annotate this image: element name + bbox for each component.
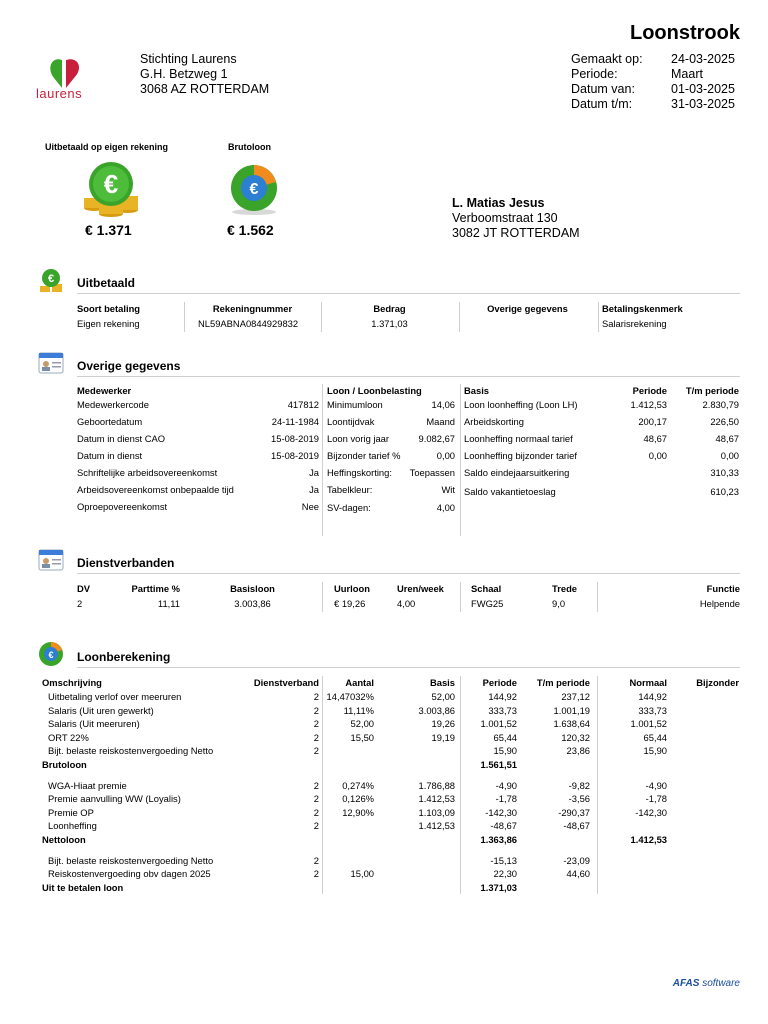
table-cell: € 19,26 bbox=[334, 598, 366, 609]
field-label: Datum in dienst bbox=[77, 450, 143, 461]
table-cell: 19,19 bbox=[431, 731, 455, 743]
id-card-icon bbox=[38, 350, 64, 376]
coins-icon bbox=[38, 268, 64, 294]
row-label: Uit te betalen loon bbox=[42, 881, 124, 893]
account-number: NL59ABNA0844929832 bbox=[198, 318, 299, 329]
field-value: 226,50 bbox=[710, 416, 739, 427]
col-header: Trede bbox=[552, 583, 578, 594]
field-value: Maand bbox=[426, 416, 455, 427]
table-cell: 3.003,86 bbox=[418, 704, 455, 716]
field-value: 48,67 bbox=[715, 433, 739, 444]
table-cell: 144,92 bbox=[488, 691, 517, 702]
company-address bbox=[140, 52, 269, 97]
col-header: Periode bbox=[482, 677, 517, 688]
euro-coins-icon bbox=[80, 160, 142, 218]
col-header: Functie bbox=[706, 583, 740, 594]
row-label: Reiskostenvergoeding obv dagen 2025 bbox=[48, 868, 211, 880]
field-value: 417812 bbox=[287, 399, 319, 410]
table-cell: 44,60 bbox=[566, 868, 590, 880]
table-cell: 144,92 bbox=[638, 691, 667, 702]
field-value: 15-08-2019 bbox=[271, 433, 319, 444]
field-label: Loonheffing bijzonder tarief bbox=[464, 450, 577, 461]
table-cell: 2 bbox=[313, 718, 319, 730]
section-title-uitbetaald: Uitbetaald bbox=[77, 276, 136, 290]
table-cell: 2 bbox=[313, 691, 319, 702]
table-cell: 14,47032% bbox=[326, 691, 374, 702]
table-cell: 333,73 bbox=[488, 704, 517, 716]
table-cell: 1.412,53 bbox=[418, 820, 455, 832]
employee-street: Verboomstraat 130 bbox=[452, 211, 558, 225]
table-cell: 11,11 bbox=[157, 598, 180, 609]
field-label: Schriftelijke arbeidsovereenkomst bbox=[77, 467, 218, 478]
table-cell: -142,30 bbox=[485, 806, 517, 818]
col-header: Schaal bbox=[471, 583, 502, 594]
col-header: Overige gegevens bbox=[487, 303, 568, 314]
col-header: Betalingskenmerk bbox=[602, 303, 683, 314]
section-title-overige: Overige gegevens bbox=[77, 359, 181, 373]
col-header: Soort betaling bbox=[77, 303, 141, 314]
euro-pie-icon bbox=[226, 164, 282, 216]
field-value: 0,00 bbox=[648, 450, 667, 461]
field-value: Nee bbox=[301, 501, 319, 512]
column-divider bbox=[184, 302, 185, 332]
table-cell: 12,90% bbox=[342, 806, 374, 818]
table-cell: 1.638,64 bbox=[553, 718, 590, 730]
table-cell: -15,13 bbox=[490, 854, 517, 866]
col-header: Basisloon bbox=[230, 583, 275, 594]
field-label: Heffingskorting: bbox=[327, 467, 392, 478]
table-cell: -4,90 bbox=[495, 779, 517, 791]
table-cell: 1.371,03 bbox=[480, 881, 517, 893]
table-cell: 1.001,52 bbox=[630, 718, 667, 730]
table-cell: 15,50 bbox=[350, 731, 374, 743]
field-label: SV-dagen: bbox=[327, 502, 371, 513]
table-cell: 22,30 bbox=[493, 868, 517, 880]
row-label: Uitbetaling verlof over meeruren bbox=[48, 691, 182, 702]
table-cell: -4,90 bbox=[645, 779, 667, 791]
euro-pie-icon bbox=[38, 641, 64, 667]
row-label: Loonheffing bbox=[48, 820, 97, 832]
table-cell: -9,82 bbox=[568, 779, 590, 791]
section-divider bbox=[77, 376, 740, 377]
column-divider bbox=[598, 302, 599, 332]
row-label: Salaris (Uit uren gewerkt) bbox=[48, 704, 154, 716]
table-cell: 65,44 bbox=[493, 731, 517, 743]
col-header: T/m periode bbox=[536, 677, 590, 688]
table-cell: 15,00 bbox=[350, 868, 374, 880]
table-cell: -1,78 bbox=[645, 793, 667, 805]
section-divider bbox=[77, 667, 740, 668]
company-street: G.H. Betzweg 1 bbox=[140, 67, 228, 81]
afas-software-logo: AFAS software bbox=[672, 978, 740, 989]
field-value: 200,17 bbox=[638, 416, 667, 427]
table-cell: 2 bbox=[313, 779, 319, 791]
section-divider bbox=[77, 573, 740, 574]
row-label: Premie aanvulling WW (Loyalis) bbox=[48, 793, 181, 805]
table-cell: 237,12 bbox=[561, 691, 590, 702]
table-cell: 2 bbox=[313, 820, 319, 832]
svg-text:€: € bbox=[48, 650, 54, 660]
field-value: 310,33 bbox=[710, 467, 739, 478]
table-cell: 52,00 bbox=[431, 691, 455, 702]
row-label: Bijt. belaste reiskostenvergoeding Netto bbox=[48, 745, 214, 757]
field-value: Ja bbox=[309, 467, 319, 478]
employee-name: L. Matias Jesus bbox=[452, 196, 545, 210]
table-cell: 0,126% bbox=[342, 793, 374, 805]
employee-address bbox=[452, 196, 580, 241]
table-cell: Helpende bbox=[699, 598, 740, 609]
field-label: Saldo vakantietoeslag bbox=[464, 486, 556, 497]
field-label: Loontijdvak bbox=[327, 416, 375, 427]
page-title: Loonstrook bbox=[630, 22, 740, 44]
field-value: 48,67 bbox=[643, 433, 667, 444]
section-title-dienstverbanden: Dienstverbanden bbox=[77, 556, 175, 570]
table-cell: 2 bbox=[77, 598, 83, 609]
table-cell: 19,26 bbox=[431, 718, 455, 730]
kpi-value-brutoloon: € 1.562 bbox=[227, 222, 274, 238]
field-value: 4,00 bbox=[436, 502, 455, 513]
table-cell: 1.001,19 bbox=[553, 704, 590, 716]
table-cell: 1.363,86 bbox=[480, 834, 517, 845]
row-label: ORT 22% bbox=[48, 731, 89, 743]
svg-text:€: € bbox=[249, 181, 259, 198]
row-label: Bijt. belaste reiskostenvergoeding Netto bbox=[48, 854, 214, 866]
col-header: Omschrijving bbox=[42, 677, 102, 688]
field-label: Oproepovereenkomst bbox=[77, 501, 168, 512]
table-cell: 2 bbox=[313, 793, 319, 805]
column-divider bbox=[597, 582, 598, 612]
field-value: 24-11-1984 bbox=[271, 416, 319, 427]
col-header: Bijzonder bbox=[696, 677, 739, 688]
table-cell: 2 bbox=[313, 731, 319, 743]
field-value: 1.412,53 bbox=[630, 399, 667, 410]
table-cell: 11,11% bbox=[343, 704, 374, 716]
table-cell: -48,67 bbox=[563, 820, 590, 832]
company-city: 3068 AZ ROTTERDAM bbox=[140, 82, 270, 96]
logo-text: laurens bbox=[36, 86, 83, 101]
section-divider bbox=[77, 293, 740, 294]
table-cell: 1.412,53 bbox=[418, 793, 455, 805]
section-title-loonberekening: Loonberekening bbox=[77, 650, 171, 664]
column-divider bbox=[322, 384, 323, 536]
table-cell: 15,90 bbox=[643, 745, 667, 757]
col-header: Aantal bbox=[345, 677, 374, 688]
col-header: Bedrag bbox=[373, 303, 406, 314]
table-cell: 3.003,86 bbox=[234, 598, 271, 609]
table-cell: 0,274% bbox=[342, 779, 374, 791]
table-cell: 15,90 bbox=[493, 745, 517, 757]
col-header: DV bbox=[77, 583, 91, 594]
col-header: Dienstverband bbox=[253, 677, 319, 688]
col-header: T/m periode bbox=[685, 385, 739, 396]
meta-row: Datum t/m: 31-03-2025 bbox=[571, 97, 735, 111]
col-header: Parttime % bbox=[131, 583, 180, 594]
col-header: Medewerker bbox=[77, 385, 132, 396]
kpi-label-uitbetaald: Uitbetaald op eigen rekening bbox=[45, 142, 169, 152]
table-cell: FWG25 bbox=[471, 598, 504, 609]
field-label: Geboortedatum bbox=[77, 416, 143, 427]
id-card-icon bbox=[38, 547, 64, 573]
field-label: Loon vorig jaar bbox=[327, 433, 390, 444]
table-cell: -1,78 bbox=[495, 793, 517, 805]
table-cell: 120,32 bbox=[561, 731, 590, 743]
table-cell: -3,56 bbox=[568, 793, 590, 805]
table-cell: -23,09 bbox=[563, 854, 590, 866]
column-divider bbox=[460, 582, 461, 612]
column-divider bbox=[460, 384, 461, 536]
table-cell: 1.103,09 bbox=[418, 806, 455, 818]
field-value: 0,00 bbox=[720, 450, 739, 461]
row-label: Brutoloon bbox=[42, 759, 87, 770]
field-label: Datum in dienst CAO bbox=[77, 433, 166, 444]
meta-row: Gemaakt op: 24-03-2025 bbox=[571, 52, 735, 66]
svg-text:€: € bbox=[47, 273, 55, 285]
kpi-label-brutoloon: Brutoloon bbox=[228, 142, 271, 152]
field-label: Minimumloon bbox=[327, 399, 383, 410]
field-value: 610,23 bbox=[710, 486, 739, 497]
table-cell: 52,00 bbox=[350, 718, 374, 730]
table-cell: -48,67 bbox=[490, 820, 517, 832]
field-value: 15-08-2019 bbox=[271, 450, 319, 461]
field-label: Bijzonder tarief % bbox=[327, 450, 401, 461]
table-cell: 333,73 bbox=[638, 704, 667, 716]
table-cell: 4,00 bbox=[397, 598, 416, 609]
table-cell: 2 bbox=[313, 704, 319, 716]
field-label: Medewerkercode bbox=[77, 399, 149, 410]
table-cell: -142,30 bbox=[635, 806, 667, 818]
row-label: Premie OP bbox=[48, 806, 94, 818]
payment-reference: Salarisrekening bbox=[602, 318, 667, 329]
table-cell: -290,37 bbox=[558, 806, 590, 818]
field-label: Saldo eindejaarsuitkering bbox=[464, 467, 570, 478]
col-header: Periode bbox=[632, 385, 667, 396]
column-divider bbox=[322, 582, 323, 612]
table-cell: 1.561,51 bbox=[480, 759, 517, 770]
kpi-value-uitbetaald: € 1.371 bbox=[85, 222, 132, 238]
company-name: Stichting Laurens bbox=[140, 52, 237, 66]
row-label: Salaris (Uit meeruren) bbox=[48, 718, 140, 730]
table-cell: 2 bbox=[313, 868, 319, 880]
payment-type: Eigen rekening bbox=[77, 318, 140, 329]
amount: 1.371,03 bbox=[371, 318, 408, 329]
row-label: Nettoloon bbox=[42, 834, 86, 845]
table-cell: 1.001,52 bbox=[480, 718, 517, 730]
meta-row: Datum van: 01-03-2025 bbox=[571, 82, 735, 96]
table-cell: 9,0 bbox=[552, 598, 566, 609]
field-label: Loonheffing normaal tarief bbox=[464, 433, 573, 444]
field-value: 2.830,79 bbox=[702, 399, 739, 410]
col-header: Uren/week bbox=[397, 583, 444, 594]
table-cell: 1.412,53 bbox=[630, 834, 667, 845]
col-header: Uurloon bbox=[334, 583, 370, 594]
field-value: Ja bbox=[309, 484, 319, 495]
field-label: Tabelkleur: bbox=[327, 484, 373, 495]
table-cell: 1.786,88 bbox=[418, 779, 455, 791]
meta-row: Periode: Maart bbox=[571, 67, 703, 81]
table-cell: 2 bbox=[313, 854, 319, 866]
col-header: Basis bbox=[429, 677, 455, 688]
field-label: Arbeidskorting bbox=[464, 416, 524, 427]
table-cell: 2 bbox=[313, 806, 319, 818]
row-label: WGA-Hiaat premie bbox=[48, 779, 127, 791]
column-divider bbox=[459, 302, 460, 332]
field-value: 9.082,67 bbox=[418, 433, 455, 444]
col-header: Normaal bbox=[629, 677, 667, 688]
table-cell: 23,86 bbox=[566, 745, 590, 757]
field-label: Arbeidsovereenkomst onbepaalde tijd bbox=[77, 484, 234, 495]
col-header: Basis bbox=[464, 385, 490, 396]
field-value: 14,06 bbox=[431, 399, 455, 410]
table-cell: 65,44 bbox=[643, 731, 667, 743]
col-header: Rekeningnummer bbox=[212, 303, 293, 314]
employee-city: 3082 JT ROTTERDAM bbox=[452, 226, 580, 240]
payslip-meta bbox=[571, 52, 735, 112]
field-value: Toepassen bbox=[409, 467, 455, 478]
svg-text:€: € bbox=[103, 169, 119, 199]
field-label: Loon loonheffing (Loon LH) bbox=[464, 399, 578, 410]
field-value: Wit bbox=[441, 484, 455, 495]
col-header: Loon / Loonbelasting bbox=[327, 385, 422, 396]
table-cell: 2 bbox=[313, 745, 319, 757]
field-value: 0,00 bbox=[436, 450, 455, 461]
